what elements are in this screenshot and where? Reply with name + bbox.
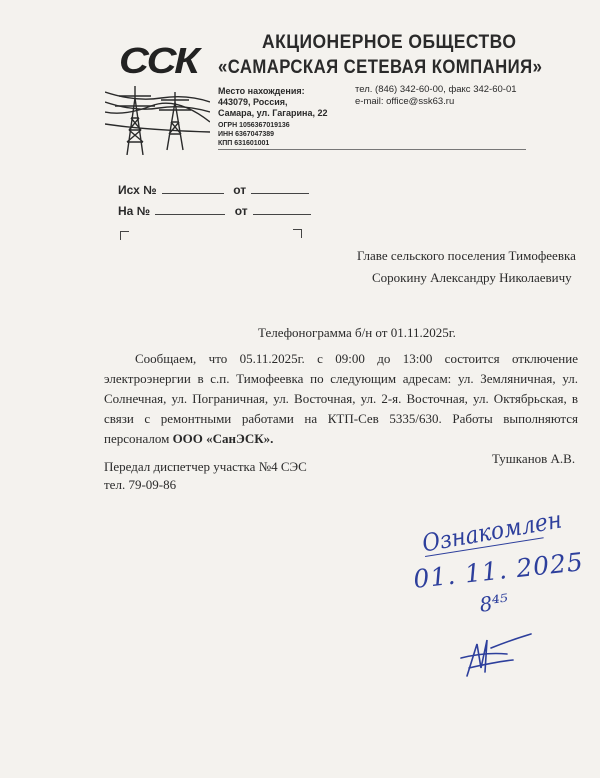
power-line-tower-icon: [105, 78, 210, 155]
corner-mark-right: [293, 229, 302, 238]
inn-text: ИНН 6367047389: [218, 131, 275, 138]
handwritten-time: 8⁴⁵: [478, 588, 510, 617]
signer-name: Тушканов А.В.: [492, 451, 576, 466]
company-name-line1: АКЦИОНЕРНОЕ ОБЩЕСТВО: [262, 32, 517, 53]
company-logo: [105, 40, 210, 155]
corner-mark-left: [120, 231, 129, 240]
handwritten-signature: [455, 628, 535, 683]
address-block: [218, 86, 328, 148]
letter-title: Телефонограмма б/н от 01.11.2025г.: [258, 325, 456, 340]
incoming-number-row: [118, 202, 311, 218]
outgoing-number-row: [118, 181, 309, 197]
handwritten-date: 01. 11. 2025: [412, 547, 586, 594]
logo-text: ССК: [119, 40, 198, 81]
email-text: e-mail: office@ssk63.ru: [355, 96, 455, 107]
company-name-line2: «САМАРСКАЯ СЕТЕВАЯ КОМПАНИЯ»: [218, 57, 543, 78]
incoming-date-field: [253, 202, 311, 215]
sender-line2: тел. 79-09-86: [104, 477, 177, 492]
letter-body: [104, 349, 578, 449]
incoming-number-field: [155, 202, 225, 215]
incoming-number-label: На №: [118, 204, 151, 218]
outgoing-number-label: Исх №: [118, 183, 157, 197]
addressee-line2: Сорокину Александру Николаевичу: [372, 270, 572, 285]
handwritten-note: Ознакомлен: [420, 505, 564, 558]
addressee-line1: Главе сельского поселения Тимофеевка: [357, 248, 576, 263]
header-rule: [218, 149, 526, 150]
kpp-text: КПП 631601001: [218, 140, 270, 147]
outgoing-date-label: от: [233, 183, 247, 197]
address-line2: Самара, ул. Гагарина, 22: [218, 108, 328, 118]
sender-line1: Передал диспетчер участка №4 СЭС: [104, 459, 307, 474]
contractor-name: ООО «СанЭСК».: [172, 431, 274, 446]
incoming-date-label: от: [234, 204, 248, 218]
address-line1: 443079, Россия,: [218, 97, 288, 107]
phone-fax-text: тел. (846) 342-60-00, факс 342-60-01: [355, 84, 517, 95]
outgoing-number-field: [162, 181, 224, 194]
address-label: Место нахождения:: [218, 86, 305, 96]
letter-body-text: Сообщаем, что 05.11.2025г. с 09:00 до 13:00 состоится отключение электроэнергии в с.п. Тимофеевка по следующим адресам: ул. Земляничная, ул. Солнечная, ул. Пограничная, ул. Восточная, ул. 2-я. Восточная, ул. Октябрьская, в связи с ремонтными работами на КТП-Сев 5335/630. Работы выполняются персоналом: [104, 351, 578, 446]
outgoing-date-field: [251, 181, 309, 194]
ogrn-text: ОГРН 1056367019136: [218, 122, 290, 129]
